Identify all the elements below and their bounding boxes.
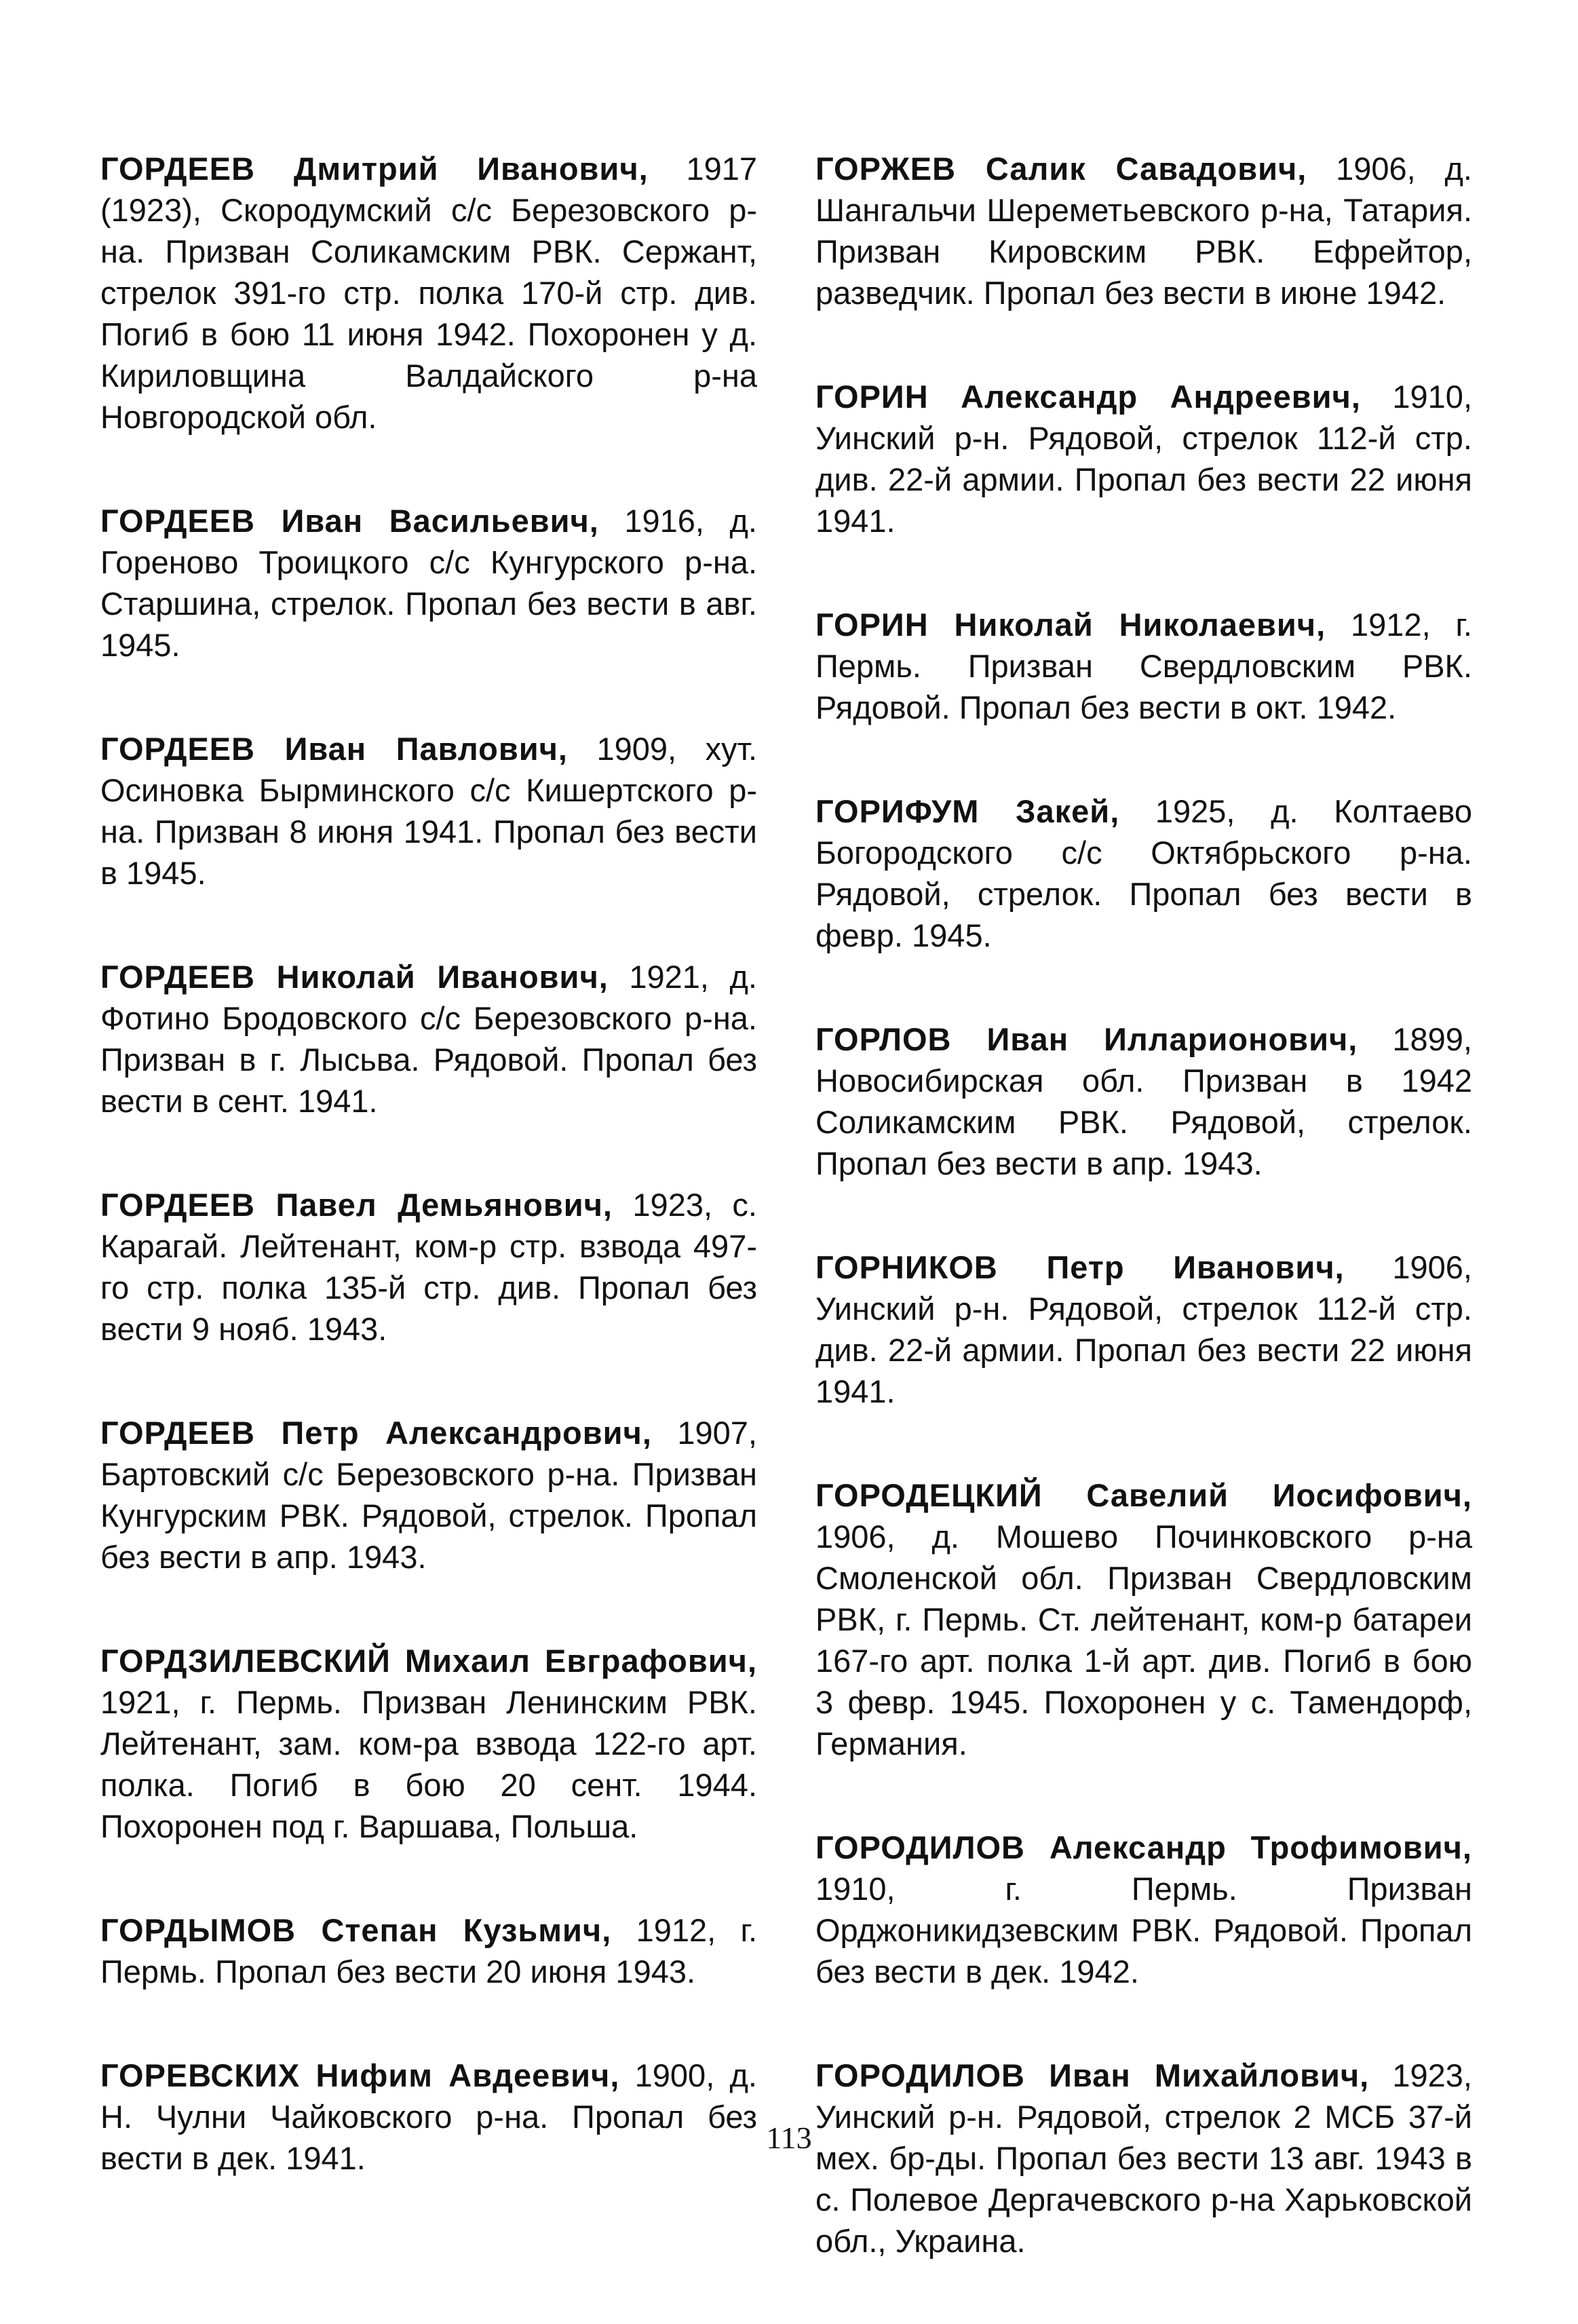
entry-name: ГОРЖЕВ Салик Савадович, [815,151,1307,187]
entry [815,148,1472,313]
entry-text: 1921, г. Пермь. Призван Ленинским РВК. Лейтенант, зам. ком-ра взвода 122-го арт. полка. Погиб в бою 20 сент. 1944. Похоронен под г. Варшава, Польша. [100,1684,757,1844]
entry [815,376,1472,541]
entry-text: 1912, г. Пермь. Призван Свердловским РВК. Рядовой. Пропал без вести в окт. 1942. [815,607,1472,725]
entry-name: ГОРНИКОВ Петр Иванович, [815,1249,1345,1285]
entry-name: ГОРИН Николай Николаевич, [815,607,1326,643]
entry-text: 1899, Новосибирская обл. Призван в 1942 Соликамским РВК. Рядовой, стрелок. Пропал без вести в апр. 1943. [815,1021,1472,1181]
entry-text: 1912, г. Пермь. Пропал без вести 20 июня 1943. [100,1912,757,1989]
entry-text: 1917 (1923), Скородумский с/с Березовского р-на. Призван Соликамским РВК. Сержант, стрелок 391-го стр. полка 170-й стр. див. Погиб в бою 11 июня 1942. Похоронен у д. Кириловщина Валдайского р-на Новгородской обл. [100,151,757,435]
entry-name: ГОРЕВСКИХ Нифим Авдеевич, [100,2057,620,2093]
entry [100,1909,757,1992]
entry-name: ГОРОДИЛОВ Иван Михайлович, [815,2057,1370,2093]
entry-name: ГОРДЫМОВ Степан Кузьмич, [100,1912,612,1948]
entry-name: ГОРИН Александр Андреевич, [815,379,1361,415]
entry [100,2055,757,2179]
entry [100,956,757,1122]
right-column [815,148,1472,2324]
entry-name: ГОРДЕЕВ Иван Павлович, [100,731,568,767]
entry-name: ГОРДЕЕВ Петр Александрович, [100,1415,652,1451]
entry-name: ГОРОДИЛОВ Александр Трофимович, [815,1829,1472,1865]
entry [815,1474,1472,1764]
entry-text: 1906, д. Шангальчи Шереметьевского р-на, Татария. Призван Кировским РВК. Ефрейтор, разведчик. Пропал без вести в июне 1942. [815,151,1472,311]
entry [815,604,1472,728]
page-number: 113 [766,2120,812,2155]
entry-name: ГОРДЕЕВ Николай Иванович, [100,959,609,995]
entry [100,1412,757,1578]
entry-text: 1906, д. Мошево Починковского р-на Смоленской обл. Призван Свердловским РВК, г. Пермь. Ст. лейтенант, ком-р батареи 167-го арт. полка 1-й арт. див. Погиб в бою 3 февр. 1945. Похоронен у с. Тамендорф, Германия. [815,1519,1472,1761]
entry-text: 1906, Уинский р-н. Рядовой, стрелок 112-й стр. див. 22-й армии. Пропал без вести 22 июня 1941. [815,1249,1472,1409]
entry-text: 1923, с. Карагай. Лейтенант, ком-р стр. взвода 497-го стр. полка 135-й стр. див. Пропал без вести 9 нояб. 1943. [100,1187,757,1347]
left-column [100,148,757,2241]
entry [815,790,1472,956]
entry [815,1827,1472,1992]
entry-text: 1921, д. Фотино Бродовского с/с Березовского р-на. Призван в г. Лысьва. Рядовой. Пропал без вести в сент. 1941. [100,959,757,1119]
entry [100,500,757,666]
entry [815,1246,1472,1412]
entry-name: ГОРДЕЕВ Павел Демьянович, [100,1187,613,1223]
entry-text: 1925, д. Колтаево Богородского с/с Октябрьского р-на. Рядовой, стрелок. Пропал без вести в февр. 1945. [815,793,1472,953]
entry [100,148,757,438]
entry [100,1184,757,1350]
entry [815,2055,1472,2262]
entry [815,1018,1472,1184]
entry-text: 1900, д. Н. Чулни Чайковского р-на. Пропал без вести в дек. 1941. [100,2057,757,2176]
entry-text: 1909, хут. Осиновка Бырминского с/с Кишертского р-на. Призван 8 июня 1941. Пропал без вести в 1945. [100,731,758,891]
entry-name: ГОРДЕЕВ Дмитрий Иванович, [100,151,649,187]
entry-text: 1910, Уинский р-н. Рядовой, стрелок 112-й стр. див. 22-й армии. Пропал без вести 22 июня 1941. [815,379,1472,539]
entry-text: 1916, д. Гореново Троицкого с/с Кунгурского р-на. Старшина, стрелок. Пропал без вести в авг. 1945. [100,503,757,663]
entry [100,1640,757,1847]
entry-name: ГОРЛОВ Иван Илларионович, [815,1021,1358,1057]
entry-name: ГОРДЕЕВ Иван Васильевич, [100,503,599,539]
entry-text: 1910, г. Пермь. Призван Орджоникидзевским РВК. Рядовой. Пропал без вести в дек. 1942. [815,1871,1472,1989]
entry-name: ГОРИФУМ Закей, [815,793,1120,829]
entry-name: ГОРДЗИЛЕВСКИЙ Михаил Евграфович, [100,1643,757,1679]
entry [100,728,757,894]
entry-text: 1923, Уинский р-н. Рядовой, стрелок 2 МСБ 37-й мех. бр-ды. Пропал без вести 13 авг. 1943 в с. Полевое Дергачевского р-на Харьковской обл., Украина. [815,2057,1472,2259]
entry-text: 1907, Бартовский с/с Березовского р-на. Призван Кунгурским РВК. Рядовой, стрелок. Пропал без вести в апр. 1943. [100,1415,757,1575]
entry-name: ГОРОДЕЦКИЙ Савелий Иосифович, [815,1477,1472,1513]
